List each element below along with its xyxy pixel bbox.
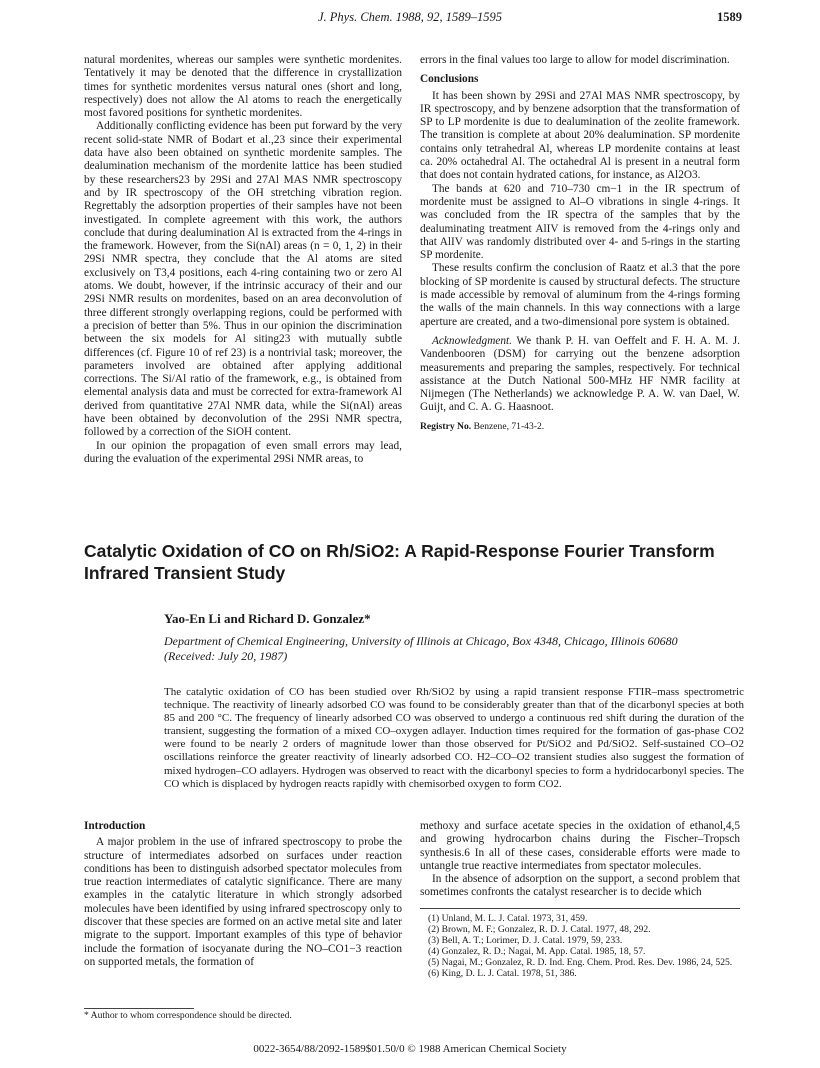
conclusions-heading: Conclusions [420,73,479,86]
acknowledgment-text: We thank P. H. van Oeffelt and F. H. A. M. J. Vandenbooren (DSM) for carrying out the benzene adsorption measurements and preparing the samples, respectively. For technical assistance at the Dutch National 500-MHz HF NMR facility at Nijmegen (The Netherlands) we acknowledge P. A. W. van Dael, W. Guijt, and C. A. G. Haasnoot. [420,334,740,414]
footnote-divider [84,1008,194,1009]
abstract-text: The catalytic oxidation of CO has been studied over Rh/SiO2 by using a rapid transient response FTIR–mass spectrometric technique. The reactivity of linearly adsorbed CO was found to be considerably greater than that of the dicarbonyl species at both 85 and 200 °C. The frequency of linearly adsorbed CO was observed to undergo a continuous red shift during the duration of the transient, suggesting the formation of a mixed CO–oxygen adlayer. Induction times required for the formation of gas-phase CO2 were found to be nearly 2 orders of magnitude lower than those observed for Pt/SiO2 and Pd/SiO2. Self-sustained CO–O2 oscillations reinforce the greater reactivity of linearly adsorbed CO. H2–CO–O2 transient studies also suggest the formation of mixed hydrogen–CO adlayers. Hydrogen was observed to react with the dicarbonyl species to form a hydridocarbonyl species. The CO which is displaced by hydrogen reacts rapidly with chemisorbed oxygen to form CO2. [164,686,744,790]
author-footnote: * Author to whom correspondence should be directed. [84,1010,292,1021]
journal-name: J. Phys. Chem. [317,10,393,24]
reference-item: (5) Nagai, M.; Gonzalez, R. D. Ind. Eng. Chem. Prod. Res. Dev. 1986, 24, 525. [428,956,733,968]
introduction-right-column [420,820,740,979]
copyright-footer: 0022-3654/88/2092-1589$01.50/0 © 1988 American Chemical Society [253,1043,567,1055]
article-authors: Yao-En Li and Richard D. Gonzalez* [164,611,371,626]
registry-text: Benzene, 71-43-2. [473,420,545,432]
acknowledgment [420,335,740,415]
reference-item: (4) Gonzalez, R. D.; Nagai, M. App. Catal. 1985, 18, 57. [428,945,646,957]
references-list [420,908,740,979]
paragraph: The bands at 620 and 710–730 cm−1 in the IR spectrum of mordenite must be assigned to Al–O vibrations in single 4-rings. It was concluded from the IR spectra of the samples that by the dealuminating treatment AlIV is removed from the 4-rings only and that AlIV was randomly distributed over 4- and 5-rings in the starting SP mordenite. [420,182,740,262]
acknowledgment-label: Acknowledgment. [432,334,512,347]
paragraph: In the absence of adsorption on the support, a second problem that sometimes confronts the catalyst researcher is to decide which [420,873,740,899]
registry-numbers [420,420,740,433]
article-title: Catalytic Oxidation of CO on Rh/SiO2: A Rapid-Response Fourier Transform Infrared Transient Study [84,541,715,583]
previous-article-right-column [420,54,740,433]
paragraph: A major problem in the use of infrared spectroscopy to probe the structure of intermediates adsorbed on surfaces under reaction conditions has been to distinguish adsorbed spectator molecules from true reaction intermediates of catalytic significance. There are many examples in the catalytic literature in which strongly adsorbed molecules have been identified by using infrared spectroscopy only to discover that these species are formed on an active metal site and later migrate to the support. Important examples of this type of behavior include the formation of isocyanate during the NO–CO1−3 reaction on supported metals, the formation of [84,836,402,968]
paragraph: These results confirm the conclusion of Raatz et al.3 that the pore blocking of SP mordenite is caused by structural defects. The structure is made accessible by removal of aluminum from the 4-rings forming the walls of the main channels. In this way connections with a large aperture are created, and a two-dimensional pore system is obtained. [420,262,740,328]
introduction-left-column [84,820,402,969]
article-abstract [164,686,744,791]
paragraph: methoxy and surface acetate species in the oxidation of ethanol,4,5 and growing hydrocarbon chains during the Fischer–Tropsch synthesis.6 In all of these cases, considerable efforts were made to untangle true reactive intermediates from spectator molecules. [420,820,740,872]
reference-item: (2) Brown, M. F.; Gonzalez, R. D. J. Catal. 1977, 48, 292. [428,923,651,935]
received-date: (Received: July 20, 1987) [164,649,288,663]
paragraph: Additionally conflicting evidence has been put forward by the very recent solid-state NMR of Bodart et al.,23 since their experimental data have also been obtained on synthetic mordenite samples. The dealumination mechanism of the mordenite lattice has been studied by these researchers23 by 29Si and 27Al MAS NMR spectroscopy and by IR spectroscopy of the OH stretching vibration region. Regrettably the adsorption properties of their samples have not been investigated. In complete agreement with this work, the authors conclude that during dealumination Al is extracted from the 4-rings in the framework. However, from the Si(nAl) areas (n = 0, 1, 2) in their 29Si NMR spectra, they conclude that the Al atoms are sited exclusively on T3,4 positions, each 4-ring containing two or zero Al atoms. We doubt, however, if the intrinsic accuracy of their and our 29Si NMR results on mordenites, based on an area deconvolution of three different strongly overlapping regions, could be performed with a precision of better than 5%. Thus in our opinion the discrimination between the six models for Al siting23 with mutually subtle differences (cf. Figure 10 of ref 23) is a nontrivial task; moreover, the parameters involved are obtained after applying additional corrections. The Si/Al ratio of the framework, e.g., is obtained from elemental analysis data and must be corrected for extra-framework Al derived from quantitative 27Al NMR data, while the Si(nAl) areas have been obtained by deconvolution of the 29Si NMR spectra, followed by a correction of the SiOH content. [84,120,402,439]
running-header [0,8,820,28]
article-affiliation [164,634,744,664]
reference-item: (1) Unland, M. L. J. Catal. 1973, 31, 459. [428,912,588,924]
previous-article-left-column [84,54,402,466]
registry-label: Registry No. [420,420,472,432]
reference-item: (3) Bell, A. T.; Lorimer, D. J. Catal. 1979, 59, 233. [428,934,623,946]
journal-year-volume: 1988, 92, 1589–1595 [395,10,502,24]
journal-citation [0,10,820,25]
paragraph: In our opinion the propagation of even small errors may lead, during the evaluation of the experimental 29Si NMR areas, to [84,439,402,465]
page-number: 1589 [717,10,742,24]
introduction-heading: Introduction [84,820,146,832]
paragraph: It has been shown by 29Si and 27Al MAS NMR spectroscopy, by IR spectroscopy, and by benzene adsorption that the transformation of SP to LP mordenite is due to dealumination of the zeolite framework. The transition is complete at about 20% dealumination. SP mordenite contains only tetrahedral Al, whereas LP mordenite contains at least ca. 20% octahedral Al. The octahedral Al is present in a neutral form that does not contain hydrated cations, for instance, as Al2O3. [420,89,740,182]
paragraph: errors in the final values too large to allow for model discrimination. [420,54,730,66]
paragraph: natural mordenites, whereas our samples were synthetic mordenites. Tentatively it may be denoted that the difference in crystallization times for synthetic mordenites versus natural ones (short and long, respectively) does not allow the Al atoms to reach the energetically most favored positions for synthetic mordenites. [84,54,402,120]
reference-item: (6) King, D. L. J. Catal. 1978, 51, 386. [428,967,577,979]
affiliation-text: Department of Chemical Engineering, University of Illinois at Chicago, Box 4348, Chicago, Illinois 60680 [164,634,678,648]
